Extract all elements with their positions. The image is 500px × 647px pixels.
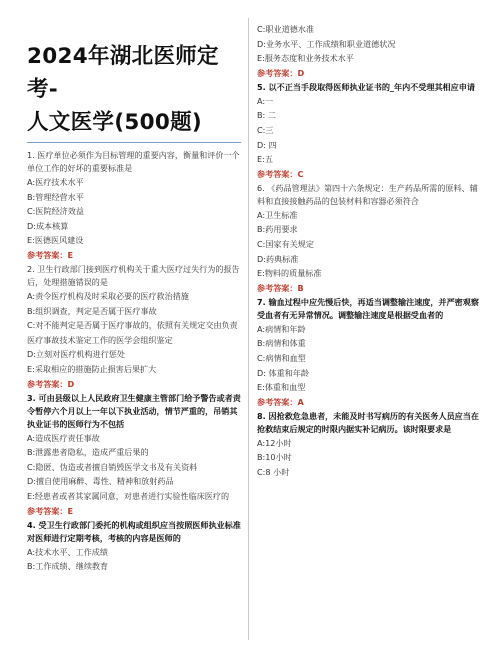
answer-label: 参考答案：D — [27, 378, 75, 389]
option-e: E:物料的质量标准 — [257, 268, 322, 279]
option-d: D:立刻对医疗机构进行惩处 — [27, 349, 125, 360]
question-7 — [257, 296, 479, 410]
option-d: D:业务水平、工作成绩和职业道德状况 — [257, 38, 396, 49]
left-column — [27, 22, 241, 574]
title-underline — [27, 142, 241, 143]
option-b: B:工作成绩、继续教育 — [27, 561, 109, 572]
option-a: A:责令医疗机构及时采取必要的医疗救治措施 — [27, 290, 189, 301]
right-column — [257, 22, 479, 479]
question-text: 8. 因抢救危急患者，未能及时书写病历的有关医务人员应当在抢救结束后规定的时限内据实补记病历。该时限要求是 — [257, 410, 479, 434]
question-text: 1. 医疗单位必须作为目标管理的重要内容，衡量和评价一个单位工作的好坏的重要标准是 — [27, 150, 240, 173]
question-text: 2. 卫生行政部门接到医疗机构关于重大医疗过失行为的报告后，处理措施错误的是 — [27, 263, 240, 287]
option-a: A:卫生标准 — [257, 209, 298, 220]
option-b: B: 二 — [257, 110, 276, 121]
option-e: E:医德医风建设 — [27, 235, 84, 246]
option-b: B:病情和体重 — [257, 338, 306, 349]
answer-label: 参考答案：D — [257, 67, 305, 78]
title-line-1: 2024年湖北医师定考- — [27, 44, 219, 102]
option-e: E:五 — [257, 154, 273, 165]
option-b: B:组织调查，判定是否属于医疗事故 — [27, 305, 157, 316]
question-text: 5. 以不正当手段取得医师执业证书的_年内不受理其相应申请 — [257, 81, 475, 92]
option-b: B:管理经营水平 — [27, 191, 84, 202]
title-line-2: 人文医学(500题) — [27, 110, 203, 135]
option-c: C:职业道德水准 — [257, 24, 314, 34]
answer-label: 参考答案：C — [257, 168, 304, 179]
answer-label: 参考答案：B — [257, 282, 304, 293]
question-4-continued — [257, 22, 479, 81]
option-e: E:服务态度和业务技术水平 — [257, 53, 354, 64]
option-c: C:隐匿、伪造或者擅自销毁医学文书及有关资料 — [27, 461, 198, 472]
option-d: D:擅自使用麻醉、毒性、精神和放射药品 — [27, 476, 174, 487]
answer-label: 参考答案：E — [27, 505, 73, 516]
option-a: A:病情和年龄 — [257, 323, 306, 334]
option-b: B:10小时 — [257, 452, 292, 463]
question-8 — [257, 410, 479, 480]
question-6 — [257, 182, 479, 296]
option-d: D: 四 — [257, 139, 277, 150]
option-c: C:病情和血型 — [257, 352, 306, 363]
option-d: D: 体重和年龄 — [257, 367, 310, 378]
option-a: A:12小时 — [257, 437, 292, 448]
option-c: C:8 小时 — [257, 466, 290, 477]
option-e: E:采取相应的措施防止损害后果扩大 — [27, 363, 157, 374]
option-d: D:成本核算 — [27, 220, 69, 231]
option-a: A:造成医疗责任事故 — [27, 432, 100, 443]
question-text: 4. 受卫生行政部门委托的机构或组织应当按照医师执业标准对医师进行定期考核，考核的内容是医师的 — [27, 519, 241, 543]
question-1 — [27, 149, 241, 263]
document-title — [27, 40, 241, 139]
question-5 — [257, 81, 479, 182]
answer-label: 参考答案：A — [257, 396, 304, 407]
option-a: A:一 — [257, 95, 274, 106]
option-a: A:医疗技术水平 — [27, 177, 84, 187]
question-3 — [27, 392, 241, 519]
question-text: 7. 输血过程中应先慢后快，再适当调整输注速度，并严密观察受血者有无异常情况。调整输注速度是根据受血者的 — [257, 296, 479, 320]
option-a: A:技术水平、工作成绩 — [27, 546, 108, 557]
question-4 — [27, 519, 241, 574]
column-divider — [248, 18, 249, 640]
option-e: E:经患者或者其家属同意，对患者进行实验性临床医疗的 — [27, 490, 230, 501]
answer-label: 参考答案：E — [27, 249, 73, 260]
option-c: C:国家有关规定 — [257, 238, 314, 249]
option-b: B:泄露患者隐私，造成严重后果的 — [27, 447, 149, 458]
option-d: D:药典标准 — [257, 253, 299, 264]
option-c: C:对不能判定是否属于医疗事故的，依照有关规定交由负责医疗事故技术鉴定工作的医学会组织鉴定 — [27, 320, 238, 345]
option-c: C:医院经济效益 — [27, 206, 84, 217]
option-b: B:药用要求 — [257, 224, 298, 235]
question-text: 6. 《药品管理法》第四十六条规定：生产药品所需的原料、辅料和直接接触药品的包装材料和容器必须符合 — [257, 182, 478, 206]
option-c: C:三 — [257, 124, 274, 135]
question-2 — [27, 263, 241, 392]
question-text: 3. 可由县级以上人民政府卫生健康主管部门给予警告或者责令暂停六个月以上一年以下执业活动，情节严重的，吊销其执业证书的医师行为不包括 — [27, 392, 241, 429]
option-e: E:体重和血型 — [257, 382, 306, 393]
